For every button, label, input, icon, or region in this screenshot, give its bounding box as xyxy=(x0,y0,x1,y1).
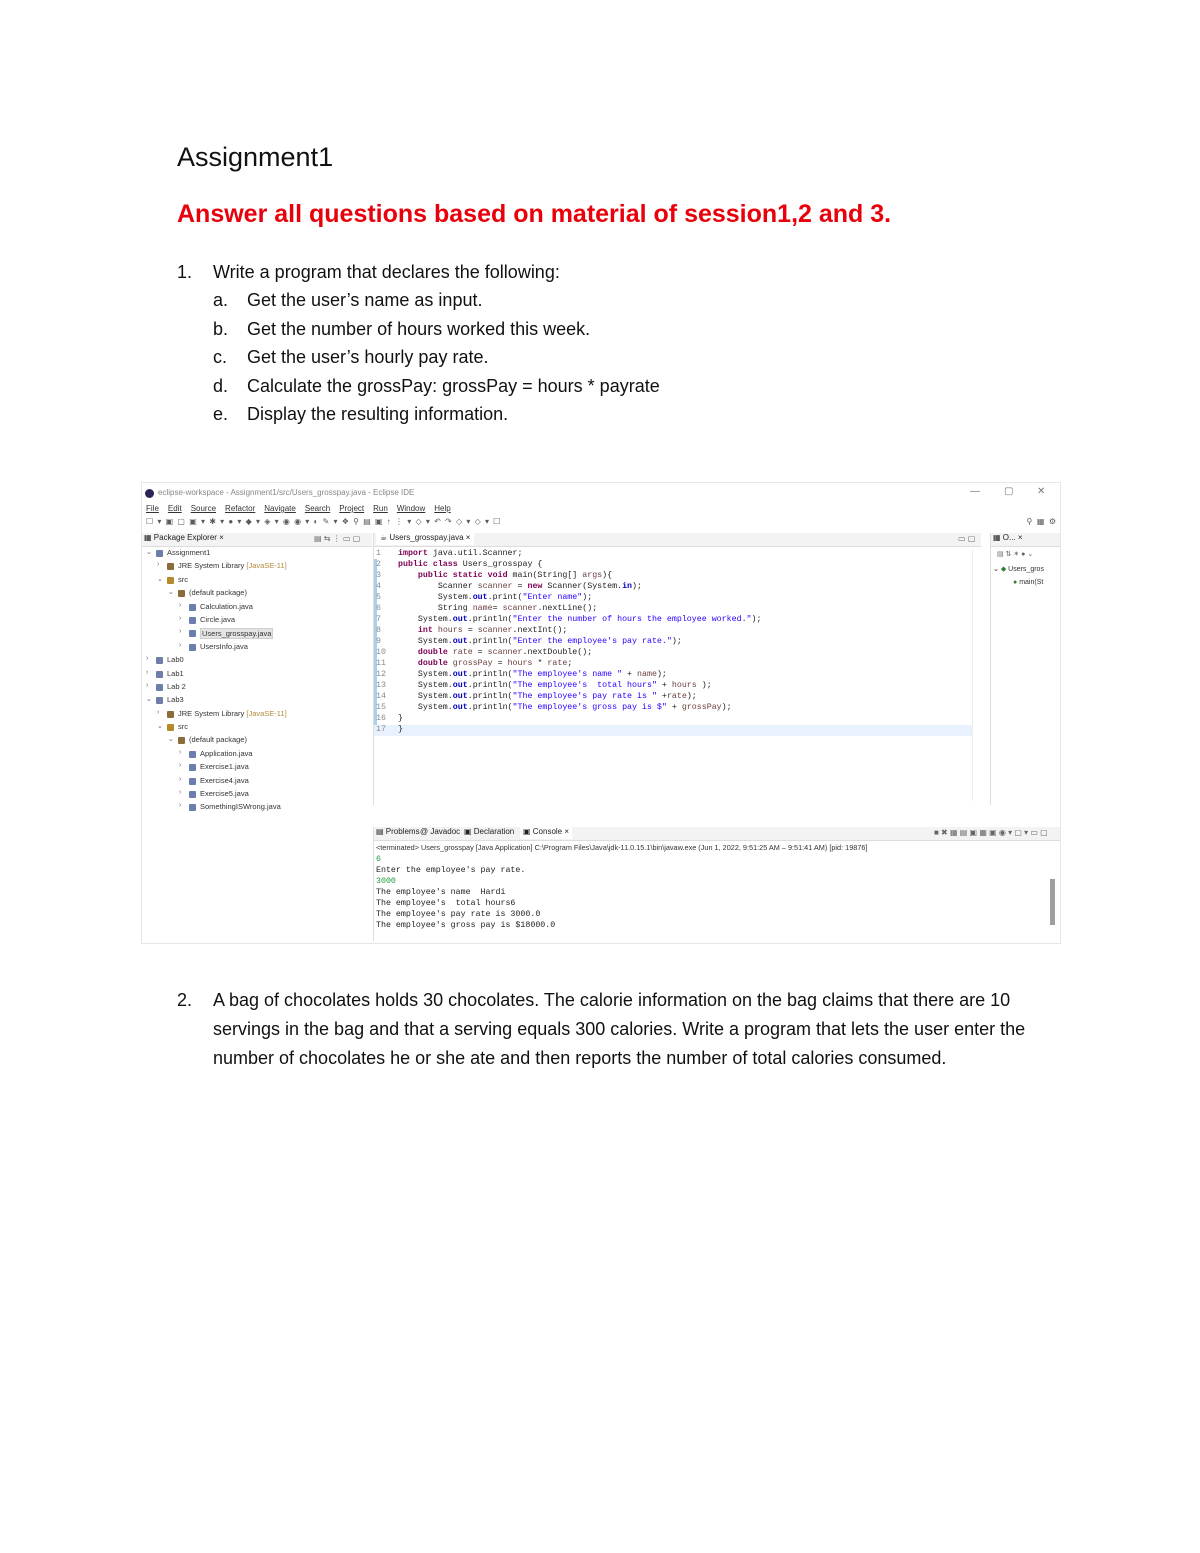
question-2-text: A bag of chocolates holds 30 chocolates. The calorie information on the bag claims that there are 10 servings in the bag and that a serving equals 300 calories. Write a program that lets the user enter the number of chocolates he or she ate and then reports the number of total calories consumed. xyxy=(213,990,1026,1068)
tree-item-label: Lab3 xyxy=(167,695,184,705)
tree-item-label: src xyxy=(178,722,188,732)
tree-item-label: SomethingISWrong.java xyxy=(200,802,281,812)
console-output-line: The employee's total hours6 xyxy=(376,899,516,908)
tree-item-label: Calculation.java xyxy=(200,601,253,611)
menu-project[interactable]: Project xyxy=(339,504,365,513)
menu-window[interactable]: Window xyxy=(396,504,426,513)
console-output xyxy=(376,855,555,932)
eclipse-screenshot xyxy=(141,482,1061,944)
line-number: 7 xyxy=(376,615,381,624)
item-text: Get the user’s hourly pay rate. xyxy=(247,347,489,368)
code-line[interactable] xyxy=(374,604,972,615)
item-text: Display the resulting information. xyxy=(247,404,509,425)
expand-arrow-icon[interactable]: › xyxy=(146,655,149,663)
line-code: System.out.print("Enter name"); xyxy=(398,593,593,602)
console-input-line: 6 xyxy=(376,855,381,864)
expand-arrow-icon[interactable]: › xyxy=(179,601,182,609)
line-code: public static void main(String[] args){ xyxy=(417,571,613,580)
tab-package-explorer[interactable]: ▦ Package Explorer × xyxy=(144,533,224,542)
tree-item[interactable] xyxy=(142,695,372,708)
line-number: 6 xyxy=(376,604,381,613)
line-number: 8 xyxy=(376,626,381,635)
perspective-switcher[interactable]: ⚲ ▦ ⚙ xyxy=(1026,517,1056,526)
tree-item-label: Lab 2 xyxy=(167,681,186,691)
item-text: Calculate the grossPay: grossPay = hours * payrate xyxy=(247,375,660,396)
item-letter: d. xyxy=(213,375,229,396)
code-line[interactable] xyxy=(374,593,972,604)
line-code: double grossPay = hours * rate; xyxy=(417,659,573,668)
line-number: 9 xyxy=(376,637,381,646)
minimize-button[interactable]: — xyxy=(970,486,980,497)
java-icon xyxy=(189,617,196,624)
tree-item[interactable] xyxy=(142,655,372,668)
code-line[interactable] xyxy=(374,703,972,714)
code-line[interactable] xyxy=(374,571,972,582)
eclipse-logo-icon xyxy=(145,489,154,498)
tab-javadoc[interactable]: @ Javadoc xyxy=(420,827,461,836)
expand-arrow-icon[interactable]: ⌄ xyxy=(168,736,174,744)
line-number: 12 xyxy=(376,670,386,679)
line-number: 16 xyxy=(376,714,386,723)
code-area[interactable] xyxy=(374,549,972,799)
tree-item[interactable] xyxy=(142,615,372,628)
package-tree xyxy=(142,548,372,816)
item-letter: e. xyxy=(213,404,229,425)
outline-item-class[interactable]: ⌄ ◆ Users_gros xyxy=(993,566,1044,573)
code-line[interactable] xyxy=(374,692,972,703)
editor-tabbar xyxy=(374,533,981,547)
tree-item-decoration: [JavaSE-11] xyxy=(246,708,287,718)
project-icon xyxy=(156,684,163,691)
ide-toolbar: ☐ ▾ ▣ ▢ ▣ ▾ ✱ ▾ ● ▾ ◆ ▾ ◈ ▾ ◉ ◉ ▾ ◐ ✎ ▾ ❖ ⚲ ▤ ▣ ↑ ⋮ ▾ ◇ ▾ ↶ ↷ ◇ ▾ ◇ ▾ ☐ xyxy=(146,517,502,526)
tree-item-label: JRE System Library [JavaSE-11] xyxy=(178,708,287,718)
expand-arrow-icon[interactable]: › xyxy=(179,775,182,783)
line-number: 3 xyxy=(376,571,381,580)
expand-arrow-icon[interactable]: › xyxy=(157,561,160,569)
line-code: System.out.println("The employee's total hours" + hours ); xyxy=(398,681,712,690)
tree-item-label: Exercise1.java xyxy=(200,762,249,772)
project-icon xyxy=(156,657,163,664)
folder-icon xyxy=(167,724,174,731)
expand-arrow-icon[interactable]: ⌄ xyxy=(146,549,152,556)
tree-item[interactable] xyxy=(142,669,372,682)
line-code: String name= scanner.nextLine(); xyxy=(398,604,598,613)
package-explorer-tabbar xyxy=(142,533,372,547)
java-icon xyxy=(189,644,196,651)
java-icon xyxy=(189,630,196,637)
menu-help[interactable]: Help xyxy=(434,504,451,513)
close-button[interactable]: ✕ xyxy=(1037,486,1046,497)
tree-item[interactable] xyxy=(142,789,372,802)
tree-item[interactable] xyxy=(142,762,372,775)
java-icon xyxy=(189,751,196,758)
tab-declaration[interactable]: ▣ Declaration xyxy=(464,827,515,836)
code-line[interactable] xyxy=(374,549,972,560)
menu-run[interactable]: Run xyxy=(373,504,388,513)
line-code: int hours = scanner.nextInt(); xyxy=(417,626,568,635)
item-letter: a. xyxy=(213,290,229,310)
tree-item-label: JRE System Library [JavaSE-11] xyxy=(178,561,287,571)
code-line[interactable] xyxy=(374,582,972,593)
expand-arrow-icon[interactable]: › xyxy=(179,762,182,770)
library-icon xyxy=(167,711,174,718)
expand-arrow-icon[interactable]: › xyxy=(179,614,182,622)
tree-item[interactable] xyxy=(142,776,372,789)
outline-toolbar[interactable]: ▤ ⇅ ✶ ● ⌄ xyxy=(997,551,1034,558)
tree-item[interactable] xyxy=(142,628,372,641)
tree-item-label: Application.java xyxy=(200,748,253,758)
expand-arrow-icon[interactable]: › xyxy=(179,789,182,797)
expand-arrow-icon[interactable]: › xyxy=(157,708,160,716)
code-line[interactable] xyxy=(374,714,972,725)
line-number: 17 xyxy=(376,725,386,734)
outline-panel xyxy=(990,533,1061,805)
package-explorer-toolbar[interactable]: ▤ ⇆ ⋮ ▭ ▢ xyxy=(314,534,361,543)
expand-arrow-icon[interactable]: › xyxy=(146,668,149,676)
tree-item[interactable] xyxy=(142,749,372,762)
code-line[interactable] xyxy=(374,670,972,681)
menu-edit[interactable]: Edit xyxy=(167,504,182,513)
java-icon xyxy=(189,604,196,611)
tree-item[interactable] xyxy=(142,735,372,748)
tree-item-decoration: [JavaSE-11] xyxy=(246,561,287,571)
line-code: } xyxy=(398,725,403,734)
ide-window-title: eclipse-workspace - Assignment1/src/Users_grosspay.java - Eclipse IDE xyxy=(158,488,415,497)
tree-item[interactable] xyxy=(142,722,372,735)
java-icon xyxy=(189,804,196,811)
ide-titlebar xyxy=(142,483,1060,503)
expand-arrow-icon[interactable]: › xyxy=(179,628,182,636)
project-icon xyxy=(156,671,163,678)
line-number: 10 xyxy=(376,648,386,657)
tree-item-label: src xyxy=(178,574,188,584)
tab-users-grosspay[interactable]: ☕ Users_grosspay.java × xyxy=(376,533,474,545)
package-icon xyxy=(178,737,185,744)
tree-item-label: Users_grosspay.java xyxy=(202,629,272,639)
package-icon xyxy=(178,590,185,597)
tree-item[interactable] xyxy=(142,682,372,695)
tree-item-label: UsersInfo.java xyxy=(200,641,248,651)
line-code: import java.util.Scanner; xyxy=(398,549,523,558)
code-line[interactable] xyxy=(374,560,972,571)
console-toolbar[interactable]: ■ ✖ ▦ ▤ ▣ ▦ ▣ ◉ ▾ ▢ ▾ ▭ ▢ xyxy=(934,828,1048,837)
code-line[interactable] xyxy=(374,637,972,648)
expand-arrow-icon[interactable]: ⌄ xyxy=(146,696,152,704)
tree-item-label: Exercise5.java xyxy=(200,789,249,799)
tree-item-label: Exercise4.java xyxy=(200,775,249,785)
line-code: System.out.println("The employee's pay rate is " +rate); xyxy=(398,692,697,701)
tab-outline[interactable]: ▦ O... × xyxy=(993,533,1023,542)
code-line[interactable] xyxy=(374,659,972,670)
item-letter: b. xyxy=(213,318,229,339)
question-1-number: 1. xyxy=(177,262,193,282)
console-panel xyxy=(373,827,1061,941)
console-header: <terminated> Users_grosspay [Java Application] C:\Program Files\Java\jdk-11.0.15.1\bin\javaw.exe (Jun 1, 2022, 9:51:25 AM – 9:51:41 AM) [pid: 19876] xyxy=(376,843,868,852)
tree-item-label: (default package) xyxy=(189,588,247,598)
item-letter: c. xyxy=(213,347,228,368)
line-code: System.out.println("The employee's name " + name); xyxy=(398,670,667,679)
item-text: Get the number of hours worked this week. xyxy=(247,318,591,339)
tree-item[interactable] xyxy=(142,548,372,561)
code-line[interactable] xyxy=(374,648,972,659)
expand-arrow-icon[interactable]: › xyxy=(179,748,182,756)
tree-item[interactable] xyxy=(142,602,372,615)
ide-menubar xyxy=(146,504,460,516)
editor-scrollbar[interactable] xyxy=(972,549,981,801)
code-line[interactable] xyxy=(374,725,972,736)
line-code: double rate = scanner.nextDouble(); xyxy=(417,648,593,657)
expand-arrow-icon[interactable]: ⌄ xyxy=(157,723,163,731)
line-code: System.out.println("The employee's gross pay is $" + grossPay); xyxy=(398,703,732,712)
tree-item[interactable] xyxy=(142,575,372,588)
document-subtitle: Answer all questions based on material of session1,2 and 3. xyxy=(177,200,892,228)
line-number: 11 xyxy=(376,659,386,668)
tree-item-label: Lab1 xyxy=(167,668,184,678)
line-code: Scanner scanner = new Scanner(System.in); xyxy=(398,582,643,591)
line-code: public class Users_grosspay { xyxy=(398,560,543,569)
menu-search[interactable]: Search xyxy=(304,504,331,513)
tree-item[interactable] xyxy=(142,561,372,574)
console-scrollbar[interactable] xyxy=(1050,879,1055,925)
menu-source[interactable]: Source xyxy=(190,504,217,513)
code-line[interactable] xyxy=(374,626,972,637)
code-editor xyxy=(373,533,981,805)
expand-arrow-icon[interactable]: ⌄ xyxy=(157,575,163,583)
line-code: System.out.println("Enter the number of hours the employee worked."); xyxy=(398,615,762,624)
tree-item-label: (default package) xyxy=(189,735,247,745)
outline-item-main[interactable]: ● main(St xyxy=(1013,579,1044,586)
line-number: 2 xyxy=(376,560,381,569)
menu-refactor[interactable]: Refactor xyxy=(225,504,256,513)
tab-problems[interactable]: ▤ Problems xyxy=(376,827,420,836)
code-line[interactable] xyxy=(374,681,972,692)
library-icon xyxy=(167,563,174,570)
question-2-number: 2. xyxy=(177,990,193,1010)
line-number: 15 xyxy=(376,703,386,712)
tree-item-label: Lab0 xyxy=(167,655,184,665)
package-explorer-panel xyxy=(142,533,372,941)
expand-arrow-icon[interactable]: › xyxy=(179,641,182,649)
console-tabbar xyxy=(374,827,1061,841)
item-text: Get the user’s name as input. xyxy=(247,290,483,310)
tree-item-label: Circle.java xyxy=(200,614,236,624)
line-code: System.out.println("Enter the employee's pay rate."); xyxy=(398,637,682,646)
console-output-line: The employee's pay rate is 3000.0 xyxy=(376,910,541,919)
editor-window-controls[interactable]: ▭ ▢ xyxy=(958,534,976,543)
java-icon xyxy=(189,764,196,771)
java-icon xyxy=(189,791,196,798)
maximize-button[interactable]: ▢ xyxy=(1004,486,1014,497)
folder-icon xyxy=(167,577,174,584)
java-icon xyxy=(189,778,196,785)
line-code: } xyxy=(398,714,403,723)
console-output-line: Enter the employee's pay rate. xyxy=(376,866,526,875)
line-number: 4 xyxy=(376,582,381,591)
menu-navigate[interactable]: Navigate xyxy=(264,504,296,513)
console-output-line: The employee's name Hardi xyxy=(376,888,506,897)
line-number: 14 xyxy=(376,692,386,701)
code-line[interactable] xyxy=(374,615,972,626)
question-1-text: Write a program that declares the following: xyxy=(213,262,560,282)
tree-item-label: Assignment1 xyxy=(167,548,211,557)
document-title: Assignment1 xyxy=(177,142,334,172)
expand-arrow-icon[interactable]: ⌄ xyxy=(168,589,174,597)
project-icon xyxy=(156,697,163,704)
project-icon xyxy=(156,550,163,557)
tree-item[interactable] xyxy=(142,642,372,655)
outline-tabbar xyxy=(991,533,1061,547)
menu-file[interactable]: File xyxy=(146,504,159,513)
console-input-line: 3000 xyxy=(376,877,396,886)
line-number: 5 xyxy=(376,593,381,602)
tree-item[interactable] xyxy=(142,588,372,601)
console-output-line: The employee's gross pay is $18000.0 xyxy=(376,921,556,930)
expand-arrow-icon[interactable]: › xyxy=(179,802,182,810)
tree-item[interactable] xyxy=(142,709,372,722)
line-number: 1 xyxy=(376,549,381,558)
tree-item[interactable] xyxy=(142,802,372,815)
expand-arrow-icon[interactable]: › xyxy=(146,681,149,689)
line-number: 13 xyxy=(376,681,386,690)
tab-console[interactable]: ▣ Console × xyxy=(520,827,572,839)
